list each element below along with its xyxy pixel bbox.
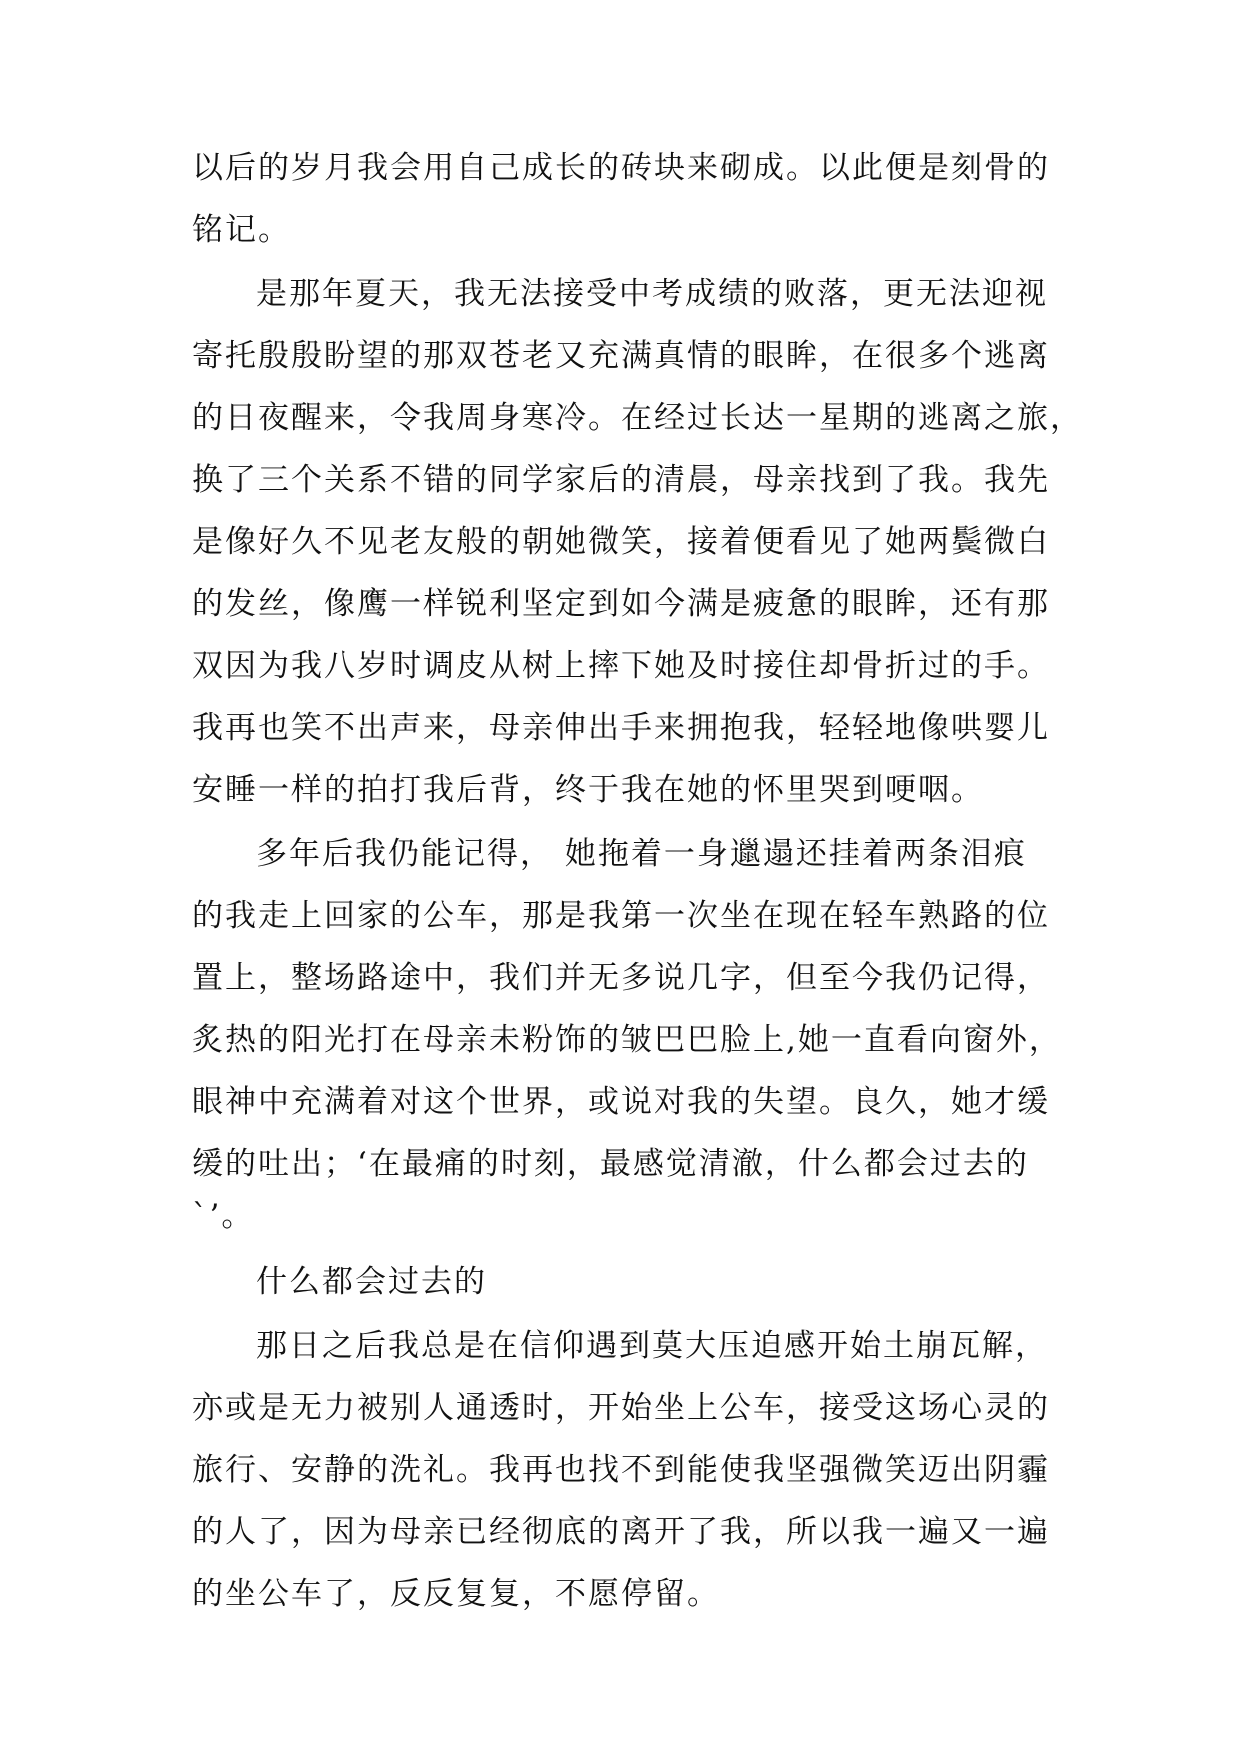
text-line: 置上，整场路途中，我们并无多说几字，但至今我仍记得， [192, 960, 1050, 996]
text-line: 的我走上回家的公车，那是我第一次坐在现在轻车熟路的位 [192, 898, 1050, 934]
text-line: 铭记。 [192, 212, 291, 248]
text-line: `’。 [192, 1198, 255, 1234]
paragraph-start-line: 那日之后我总是在信仰遇到莫大压迫感开始土崩瓦解， [256, 1328, 1048, 1364]
paragraph-start-line: 什么都会过去的 [256, 1264, 487, 1300]
text-line: 亦或是无力被别人通透时，开始坐上公车，接受这场心灵的 [192, 1390, 1050, 1426]
text-line: 换了三个关系不错的同学家后的清晨，母亲找到了我。我先 [192, 462, 1050, 498]
text-line: 寄托殷殷盼望的那双苍老又充满真情的眼眸，在很多个逃离 [192, 338, 1050, 374]
text-line: 炙热的阳光打在母亲未粉饰的皱巴巴脸上,她一直看向窗外， [192, 1022, 1062, 1058]
text-line: 缓的吐出；‘在最痛的时刻，最感觉清澈，什么都会过去的 [192, 1146, 1029, 1182]
text-line: 我再也笑不出声来，母亲伸出手来拥抱我，轻轻地像哄婴儿 [192, 710, 1050, 746]
text-line: 的日夜醒来，令我周身寒冷。在经过长达一星期的逃离之旅， [192, 400, 1083, 436]
text-line: 旅行、安静的洗礼。我再也找不到能使我坚强微笑迈出阴霾 [192, 1452, 1050, 1488]
text-line: 眼神中充满着对这个世界，或说对我的失望。良久，她才缓 [192, 1084, 1050, 1120]
text-line: 是像好久不见老友般的朝她微笑，接着便看见了她两鬓微白 [192, 524, 1050, 560]
paragraph-start-line: 是那年夏天，我无法接受中考成绩的败落，更无法迎视 [256, 276, 1048, 312]
text-line: 的发丝，像鹰一样锐利坚定到如今满是疲惫的眼眸，还有那 [192, 586, 1050, 622]
text-line: 的坐公车了，反反复复，不愿停留。 [192, 1576, 720, 1612]
text-line: 以后的岁月我会用自己成长的砖块来砌成。以此便是刻骨的 [192, 150, 1050, 186]
paragraph-start-line: 多年后我仍能记得， 她拖着一身邋遢还挂着两条泪痕 [256, 836, 1027, 872]
text-line: 双因为我八岁时调皮从树上摔下她及时接住却骨折过的手。 [192, 648, 1050, 684]
text-line: 安睡一样的拍打我后背，终于我在她的怀里哭到哽咽。 [192, 772, 984, 808]
text-line: 的人了，因为母亲已经彻底的离开了我，所以我一遍又一遍 [192, 1514, 1050, 1550]
